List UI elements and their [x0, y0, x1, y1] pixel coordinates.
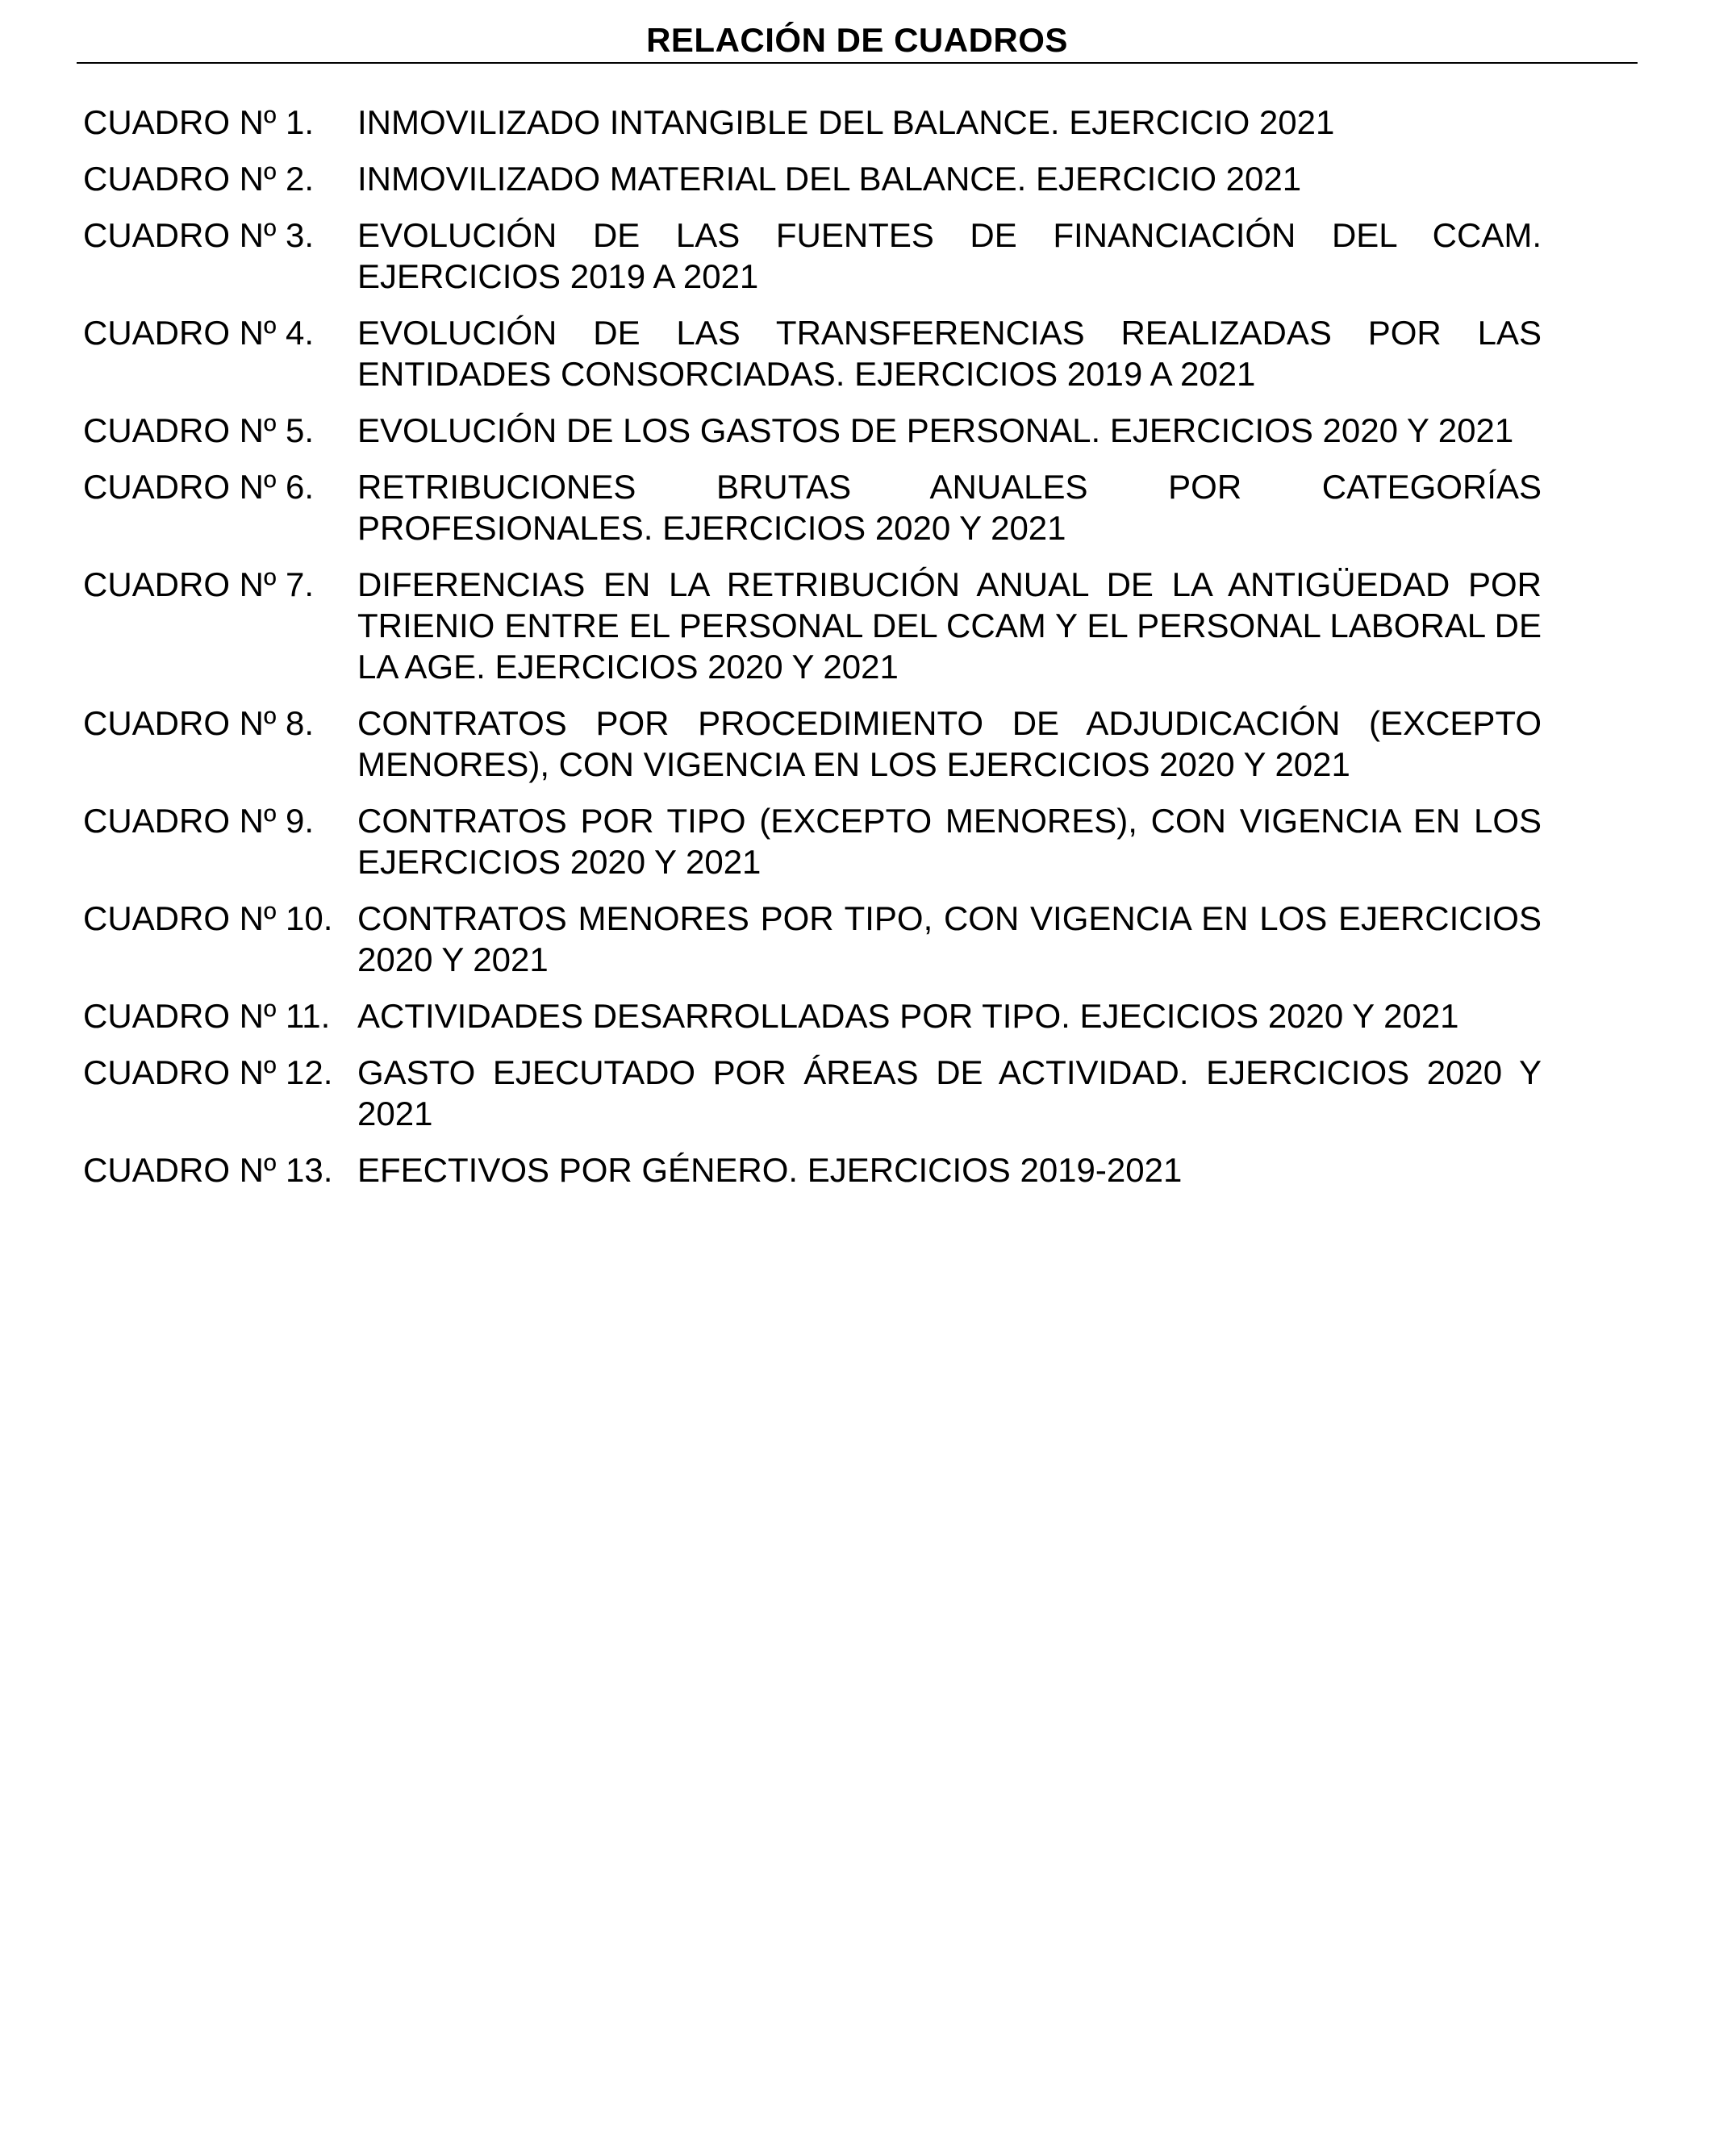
- table-caption: ACTIVIDADES DESARROLLADAS POR TIPO. EJECICIOS 2020 Y 2021: [357, 997, 1459, 1035]
- table-number: CUADRO Nº 8.: [83, 704, 315, 742]
- table-caption: EFECTIVOS POR GÉNERO. EJERCICIOS 2019-2021: [357, 1151, 1183, 1189]
- table-caption: CONTRATOS POR TIPO (EXCEPTO MENORES), CON VIGENCIA EN LOS EJERCICIOS 2020 Y 2021: [357, 802, 1542, 881]
- table-caption: CONTRATOS POR PROCEDIMIENTO DE ADJUDICACIÓN (EXCEPTO MENORES), CON VIGENCIA EN LOS EJERCICIOS 2020 Y 2021: [357, 704, 1542, 783]
- list-item: [83, 466, 1542, 548]
- list-item: [83, 1149, 1542, 1191]
- list-item: [83, 102, 1542, 143]
- table-caption: EVOLUCIÓN DE LAS FUENTES DE FINANCIACIÓN DEL CCAM. EJERCICIOS 2019 A 2021: [357, 216, 1542, 295]
- table-caption: INMOVILIZADO MATERIAL DEL BALANCE. EJERCICIO 2021: [357, 160, 1302, 198]
- table-number: CUADRO Nº 12.: [83, 1053, 333, 1091]
- list-item: [83, 158, 1542, 199]
- table-number: CUADRO Nº 9.: [83, 802, 315, 840]
- table-number: CUADRO Nº 10.: [83, 899, 333, 937]
- title-divider: [77, 62, 1638, 64]
- list-item: [83, 1052, 1542, 1134]
- list-item: [83, 703, 1542, 785]
- document-title: RELACIÓN DE CUADROS: [646, 21, 1068, 59]
- table-caption: INMOVILIZADO INTANGIBLE DEL BALANCE. EJERCICIO 2021: [357, 103, 1335, 141]
- table-caption: CONTRATOS MENORES POR TIPO, CON VIGENCIA EN LOS EJERCICIOS 2020 Y 2021: [357, 899, 1542, 978]
- table-caption: EVOLUCIÓN DE LOS GASTOS DE PERSONAL. EJERCICIOS 2020 Y 2021: [357, 411, 1514, 449]
- table-number: CUADRO Nº 4.: [83, 314, 315, 352]
- table-number: CUADRO Nº 7.: [83, 565, 315, 603]
- list-item: [83, 898, 1542, 980]
- list-item: [83, 215, 1542, 297]
- table-number: CUADRO Nº 5.: [83, 411, 315, 449]
- list-item: [83, 564, 1542, 687]
- table-number: CUADRO Nº 6.: [83, 468, 315, 506]
- table-caption: DIFERENCIAS EN LA RETRIBUCIÓN ANUAL DE LA ANTIGÜEDAD POR TRIENIO ENTRE EL PERSONAL DEL CCAM Y EL PERSONAL LABORAL DE LA AGE. EJERCICIOS 2020 Y 2021: [357, 565, 1542, 686]
- tables-list: [83, 102, 1542, 1206]
- list-item: [83, 800, 1542, 882]
- table-caption: GASTO EJECUTADO POR ÁREAS DE ACTIVIDAD. EJERCICIOS 2020 Y 2021: [357, 1053, 1542, 1132]
- table-caption: EVOLUCIÓN DE LAS TRANSFERENCIAS REALIZADAS POR LAS ENTIDADES CONSORCIADAS. EJERCICIOS 2019 A 2021: [357, 314, 1542, 393]
- table-number: CUADRO Nº 2.: [83, 160, 315, 198]
- list-item: [83, 410, 1542, 451]
- table-caption: RETRIBUCIONES BRUTAS ANUALES POR CATEGORÍAS PROFESIONALES. EJERCICIOS 2020 Y 2021: [357, 468, 1542, 547]
- table-number: CUADRO Nº 1.: [83, 103, 315, 141]
- table-number: CUADRO Nº 13.: [83, 1151, 333, 1189]
- list-item: [83, 995, 1542, 1036]
- table-number: CUADRO Nº 3.: [83, 216, 315, 254]
- list-item: [83, 312, 1542, 394]
- table-number: CUADRO Nº 11.: [83, 997, 331, 1035]
